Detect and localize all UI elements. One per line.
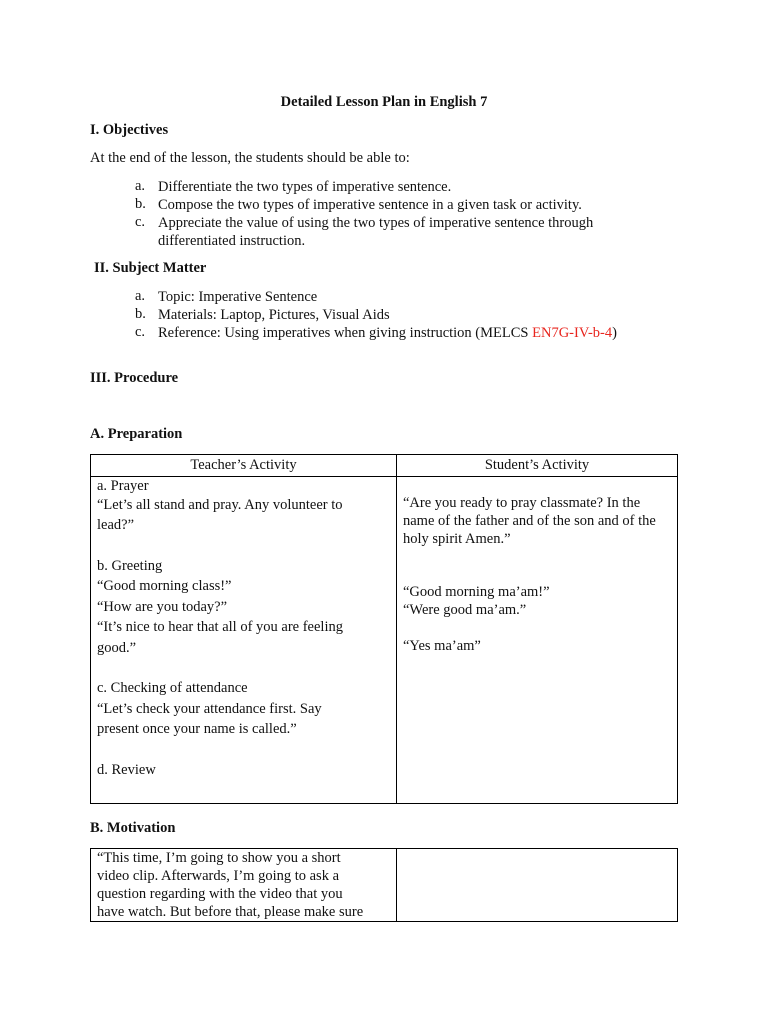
list-marker: b. bbox=[135, 306, 146, 322]
teacher-column-header: Teacher’s Activity bbox=[91, 455, 397, 477]
motivation-table bbox=[90, 848, 678, 922]
list-marker: b. bbox=[135, 196, 146, 212]
teacher-activity-cell bbox=[91, 849, 397, 922]
objective-text: Compose the two types of imperative sentence in a given task or activity. bbox=[158, 197, 582, 213]
teacher-line: “It’s nice to hear that all of you are feeling bbox=[97, 619, 343, 635]
table-row bbox=[91, 849, 678, 922]
reference-label: Reference: Using imperatives when giving instruction (MELCS bbox=[158, 325, 533, 341]
melcs-code: EN7G-IV-b-4 bbox=[532, 325, 613, 341]
student-column-header: Student’s Activity bbox=[397, 455, 678, 477]
objective-text: Differentiate the two types of imperative sentence. bbox=[158, 179, 452, 195]
motivation-heading: B. Motivation bbox=[90, 820, 176, 836]
student-line: “Are you ready to pray classmate? In the bbox=[403, 494, 641, 511]
objectives-heading: I. Objectives bbox=[90, 122, 169, 138]
teacher-line: video clip. Afterwards, I’m going to ask a bbox=[97, 868, 340, 884]
greeting-label: b. Greeting bbox=[97, 557, 163, 574]
objective-text-line-2: differentiated instruction. bbox=[158, 233, 306, 249]
objective-text-line-1: Appreciate the value of using the two types of imperative sentence through bbox=[158, 215, 594, 231]
teacher-line: “Let’s check your attendance first. Say bbox=[97, 700, 322, 717]
teacher-line: “Good morning class!” bbox=[97, 578, 232, 594]
teacher-activity-cell bbox=[91, 476, 397, 803]
subject-text: Topic: Imperative Sentence bbox=[158, 289, 318, 305]
table-row bbox=[91, 476, 678, 803]
preparation-heading: A. Preparation bbox=[90, 426, 183, 442]
student-line: holy spirit Amen.” bbox=[403, 530, 511, 547]
review-label: d. Review bbox=[97, 761, 156, 778]
preparation-table bbox=[90, 454, 678, 804]
teacher-line: “How are you today?” bbox=[97, 598, 228, 615]
student-line: “Yes ma’am” bbox=[403, 637, 481, 654]
list-marker: c. bbox=[135, 324, 146, 340]
teacher-line: have watch. But before that, please make sure bbox=[97, 904, 364, 920]
table-header-row bbox=[91, 455, 678, 477]
student-line: “Good morning ma’am!” bbox=[403, 583, 550, 600]
teacher-line: present once your name is called.” bbox=[97, 721, 297, 737]
teacher-line: question regarding with the video that you bbox=[97, 886, 343, 902]
list-marker: a. bbox=[135, 178, 146, 194]
teacher-line: “Let’s all stand and pray. Any volunteer to bbox=[97, 496, 343, 513]
attendance-label: c. Checking of attendance bbox=[97, 680, 248, 696]
subject-text: Materials: Laptop, Pictures, Visual Aids bbox=[158, 307, 390, 323]
prayer-label: a. Prayer bbox=[97, 477, 149, 494]
reference-close: ) bbox=[612, 325, 617, 341]
procedure-heading: III. Procedure bbox=[90, 370, 179, 386]
student-activity-cell bbox=[397, 476, 678, 803]
subject-matter-heading: II. Subject Matter bbox=[94, 260, 207, 276]
student-line: “Were good ma’am.” bbox=[403, 601, 527, 618]
teacher-line: lead?” bbox=[97, 517, 135, 533]
teacher-line: “This time, I’m going to show you a short bbox=[97, 850, 341, 866]
list-marker: a. bbox=[135, 288, 146, 304]
list-marker: c. bbox=[135, 214, 146, 230]
document-title: Detailed Lesson Plan in English 7 bbox=[280, 94, 488, 110]
student-activity-cell bbox=[397, 849, 678, 922]
student-line: name of the father and of the son and of the bbox=[403, 512, 656, 529]
reference-text bbox=[158, 324, 617, 342]
objectives-intro: At the end of the lesson, the students should be able to: bbox=[90, 150, 410, 166]
teacher-line: good.” bbox=[97, 639, 137, 656]
